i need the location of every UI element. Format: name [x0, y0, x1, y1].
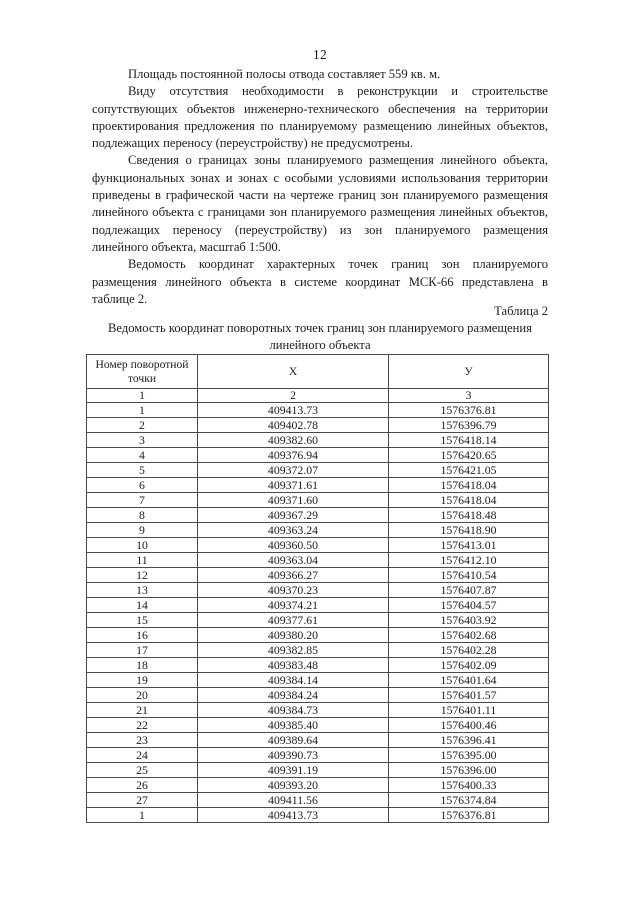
- cell-point-number: 14: [87, 598, 198, 613]
- cell-x: 409385.40: [198, 718, 389, 733]
- paragraph-2: Виду отсутствия необходимости в реконструкции и строительстве сопутствующих объектов инженерно-технического обеспечения на территории проектирования предложения по планируемому размещению линейных объектов, подлежащих переносу (переустройству) не предусмотрены.: [92, 84, 548, 151]
- coordinates-table-container: [86, 354, 548, 823]
- cell-y: 1576396.79: [389, 418, 549, 433]
- table-row: [87, 583, 549, 598]
- cell-y: 1576376.81: [389, 808, 549, 823]
- table-row: [87, 718, 549, 733]
- cell-x: 409390.73: [198, 748, 389, 763]
- cell-x: 409384.73: [198, 703, 389, 718]
- table-row: [87, 538, 549, 553]
- cell-x: 409382.85: [198, 643, 389, 658]
- table-row: [87, 733, 549, 748]
- cell-y: 1576418.90: [389, 523, 549, 538]
- column-number-3: 3: [389, 389, 549, 403]
- table-row: [87, 763, 549, 778]
- cell-y: 1576396.00: [389, 763, 549, 778]
- cell-y: 1576396.41: [389, 733, 549, 748]
- cell-point-number: 3: [87, 433, 198, 448]
- cell-x: 409382.60: [198, 433, 389, 448]
- table-row: [87, 553, 549, 568]
- cell-y: 1576404.57: [389, 598, 549, 613]
- cell-x: 409372.07: [198, 463, 389, 478]
- cell-y: 1576418.48: [389, 508, 549, 523]
- table-header-row: [87, 355, 549, 389]
- coordinates-table: [86, 354, 549, 823]
- column-header-y: У: [389, 355, 549, 389]
- cell-x: 409366.27: [198, 568, 389, 583]
- cell-point-number: 13: [87, 583, 198, 598]
- column-number-1: 1: [87, 389, 198, 403]
- table-row: [87, 478, 549, 493]
- cell-x: 409370.23: [198, 583, 389, 598]
- cell-y: 1576410.54: [389, 568, 549, 583]
- cell-point-number: 1: [87, 403, 198, 418]
- body-text-block: [92, 66, 548, 308]
- cell-y: 1576412.10: [389, 553, 549, 568]
- table-row: [87, 748, 549, 763]
- page-number: 12: [313, 47, 327, 62]
- cell-y: 1576401.64: [389, 673, 549, 688]
- cell-point-number: 22: [87, 718, 198, 733]
- cell-y: 1576400.33: [389, 778, 549, 793]
- cell-point-number: 24: [87, 748, 198, 763]
- table-row: [87, 808, 549, 823]
- cell-x: 409371.61: [198, 478, 389, 493]
- cell-x: 409380.20: [198, 628, 389, 643]
- cell-x: 409374.21: [198, 598, 389, 613]
- cell-point-number: 21: [87, 703, 198, 718]
- table-row: [87, 403, 549, 418]
- cell-y: 1576376.81: [389, 403, 549, 418]
- cell-y: 1576402.68: [389, 628, 549, 643]
- table-row: [87, 658, 549, 673]
- cell-x: 409384.14: [198, 673, 389, 688]
- cell-point-number: 16: [87, 628, 198, 643]
- paragraph-4: Ведомость координат характерных точек границ зон планируемого размещения линейного объекта в системе координат МСК-66 представлена в таблице 2.: [92, 257, 548, 306]
- cell-y: 1576418.04: [389, 493, 549, 508]
- cell-y: 1576413.01: [389, 538, 549, 553]
- cell-y: 1576400.46: [389, 718, 549, 733]
- cell-y: 1576403.92: [389, 613, 549, 628]
- table-body: [87, 403, 549, 823]
- table-row: [87, 568, 549, 583]
- table-row: [87, 778, 549, 793]
- cell-y: 1576402.09: [389, 658, 549, 673]
- cell-y: 1576418.14: [389, 433, 549, 448]
- cell-x: 409411.56: [198, 793, 389, 808]
- cell-y: 1576407.87: [389, 583, 549, 598]
- table-row: [87, 628, 549, 643]
- table-row: [87, 493, 549, 508]
- column-header-point-number: Номер поворотной точки: [87, 355, 198, 389]
- cell-x: 409383.48: [198, 658, 389, 673]
- cell-y: 1576418.04: [389, 478, 549, 493]
- cell-y: 1576401.11: [389, 703, 549, 718]
- cell-point-number: 27: [87, 793, 198, 808]
- cell-point-number: 15: [87, 613, 198, 628]
- cell-y: 1576420.65: [389, 448, 549, 463]
- cell-point-number: 2: [87, 418, 198, 433]
- cell-x: 409363.04: [198, 553, 389, 568]
- table-row: [87, 598, 549, 613]
- cell-x: 409377.61: [198, 613, 389, 628]
- cell-point-number: 20: [87, 688, 198, 703]
- table-column-number-row: [87, 389, 549, 403]
- column-number-2: 2: [198, 389, 389, 403]
- table-row: [87, 448, 549, 463]
- cell-x: 409393.20: [198, 778, 389, 793]
- cell-point-number: 23: [87, 733, 198, 748]
- cell-point-number: 9: [87, 523, 198, 538]
- cell-x: 409376.94: [198, 448, 389, 463]
- table-caption: Ведомость координат поворотных точек границ зон планируемого размещения линейного объекта: [108, 321, 532, 352]
- cell-x: 409384.24: [198, 688, 389, 703]
- cell-y: 1576402.28: [389, 643, 549, 658]
- cell-x: 409371.60: [198, 493, 389, 508]
- cell-x: 409363.24: [198, 523, 389, 538]
- table-row: [87, 433, 549, 448]
- table-row: [87, 463, 549, 478]
- table-row: [87, 418, 549, 433]
- cell-point-number: 10: [87, 538, 198, 553]
- cell-point-number: 6: [87, 478, 198, 493]
- cell-point-number: 17: [87, 643, 198, 658]
- cell-point-number: 4: [87, 448, 198, 463]
- paragraph-1: Площадь постоянной полосы отвода составляет 559 кв. м.: [128, 67, 441, 81]
- cell-point-number: 26: [87, 778, 198, 793]
- cell-x: 409389.64: [198, 733, 389, 748]
- table-row: [87, 523, 549, 538]
- cell-y: 1576395.00: [389, 748, 549, 763]
- cell-x: 409391.19: [198, 763, 389, 778]
- cell-y: 1576374.84: [389, 793, 549, 808]
- cell-point-number: 11: [87, 553, 198, 568]
- table-header: [87, 355, 549, 403]
- paragraph-3: Сведения о границах зоны планируемого размещения линейного объекта, функциональных зонах и зонах с особыми условиями использования территории приведены в графической части на чертеже границ зон планируемого размещения линейного объекта с границами зон планируемого размещения линейных объектов, подлежащих переносу (переустройству) из зон планируемого размещения линейного объекта, масштаб 1:500.: [92, 153, 548, 254]
- cell-y: 1576401.57: [389, 688, 549, 703]
- cell-point-number: 5: [87, 463, 198, 478]
- cell-x: 409413.73: [198, 403, 389, 418]
- cell-point-number: 25: [87, 763, 198, 778]
- cell-x: 409402.78: [198, 418, 389, 433]
- table-row: [87, 703, 549, 718]
- table-row: [87, 508, 549, 523]
- cell-point-number: 12: [87, 568, 198, 583]
- cell-y: 1576421.05: [389, 463, 549, 478]
- cell-point-number: 8: [87, 508, 198, 523]
- table-row: [87, 613, 549, 628]
- table-row: [87, 643, 549, 658]
- cell-point-number: 1: [87, 808, 198, 823]
- cell-point-number: 7: [87, 493, 198, 508]
- table-row: [87, 688, 549, 703]
- table-label: Таблица 2: [494, 304, 548, 318]
- column-header-x: X: [198, 355, 389, 389]
- cell-x: 409367.29: [198, 508, 389, 523]
- cell-x: 409413.73: [198, 808, 389, 823]
- cell-point-number: 18: [87, 658, 198, 673]
- table-row: [87, 673, 549, 688]
- cell-point-number: 19: [87, 673, 198, 688]
- table-row: [87, 793, 549, 808]
- cell-x: 409360.50: [198, 538, 389, 553]
